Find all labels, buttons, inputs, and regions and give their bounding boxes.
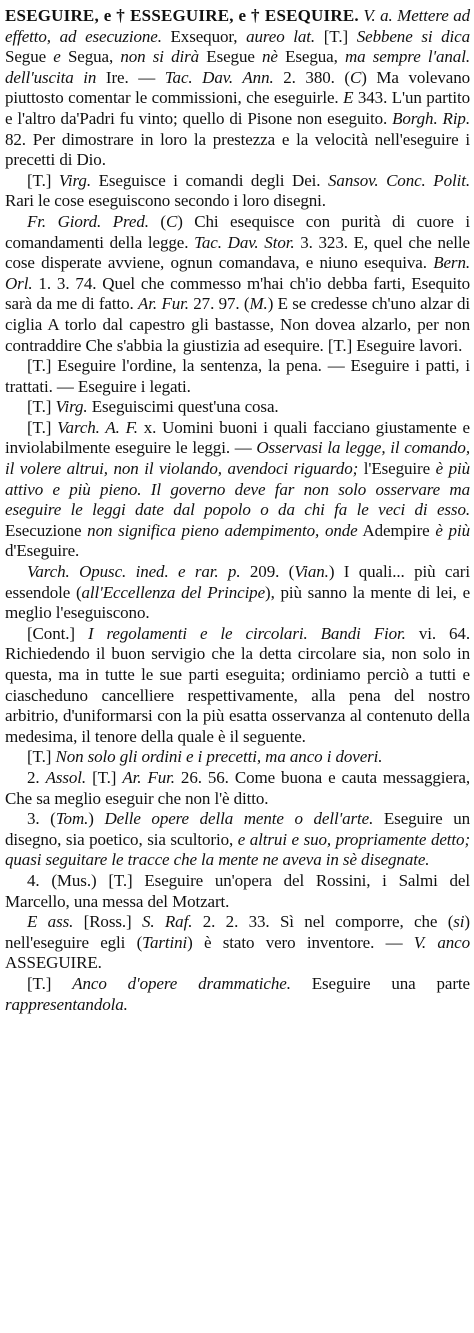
italic-segment: V. anco <box>413 932 470 952</box>
text-segment: [T.] <box>27 973 73 993</box>
entry-paragraph-p5 <box>5 397 470 418</box>
italic-segment: Fr. Giord. Pred. <box>27 211 149 231</box>
text-segment: 1. 3. 74. Quel che commesso m'hai ch'io debba farti, Esequito sarà da me di fatto. <box>5 273 470 314</box>
text-segment: Esecuzione <box>5 520 88 540</box>
text-segment: [T.] <box>27 397 56 417</box>
text-segment: 3. 323. E, quel che nelle cose disperate avviene, ognun comandava, e niuno esequiva. <box>5 232 470 273</box>
text-segment: ) <box>88 809 105 829</box>
entry-headword: ESEGUIRE, e † ESSEGUIRE, e † ESEQUIRE. <box>5 6 359 25</box>
text-segment: 2. 2. 33. Sì nel comporre, che ( <box>192 912 454 932</box>
text-segment: 3. ( <box>27 809 56 829</box>
italic-segment: Tac. Dav. Stor. <box>194 232 295 252</box>
text-segment: Segua, <box>60 47 121 67</box>
italic-segment: Varch. A. F. <box>57 417 138 437</box>
text-segment: Segue <box>5 47 54 67</box>
italic-segment: è più <box>435 520 470 540</box>
entry-paragraph-p10 <box>5 768 470 809</box>
italic-segment: Vian. <box>294 562 329 582</box>
italic-segment: Tac. Dav. Ann. <box>164 67 274 87</box>
dictionary-entry <box>5 6 470 1015</box>
italic-segment: E <box>343 88 354 108</box>
text-segment: [T.] Eseguire l'ordine, la sentenza, la pena. — Eseguire i patti, i trattati. — Eseguire i legati. <box>5 356 470 396</box>
italic-segment: ma sempre l'anal. dell'uscita in <box>5 47 470 87</box>
entry-paragraph-p4 <box>5 356 470 397</box>
text-segment: [T.] <box>27 170 59 190</box>
italic-segment: S. Raf. <box>141 912 193 932</box>
italic-segment: è più attivo e più pieno. Il governo deve far non solo osservare ma eseguire le leggi date dal popolo o da chi fa le veci di esso. <box>5 459 471 520</box>
italic-segment: e <box>53 47 61 67</box>
entry-paragraph-p2 <box>5 171 470 212</box>
italic-segment: aureo lat. <box>246 26 316 46</box>
text-segment: Eseguire una parte <box>290 973 470 993</box>
entry-part-of-speech: V. a. <box>363 6 393 25</box>
entry-first-paragraph <box>5 6 470 171</box>
text-segment: 2. 380. ( <box>273 67 350 87</box>
text-segment: 2. <box>27 767 46 787</box>
entry-paragraph-p6 <box>5 418 470 562</box>
text-segment: ) nell'eseguire egli ( <box>5 912 470 952</box>
italic-segment: Mettere ad effetto, ad esecuzione. <box>5 6 471 46</box>
entry-paragraph-p7 <box>5 562 470 624</box>
italic-segment: Ar. Fur. <box>122 767 175 787</box>
text-segment: 4. (Mus.) [T.] Eseguire un'opera del Rossini, i Salmi del Marcello, una messa del Motzart. <box>5 870 470 911</box>
italic-segment: Delle opere della mente o dell'arte. <box>104 809 374 829</box>
text-segment: [T.] <box>27 747 56 767</box>
italic-segment: non si dirà <box>120 47 200 67</box>
text-segment: 26. 56. Come buona e cauta messaggiera, Che sa meglio eseguir che non l'è ditto. <box>5 767 470 808</box>
italic-segment: rappresentandola. <box>5 994 128 1014</box>
italic-segment: Tom. <box>55 809 89 829</box>
text-segment: Eseguiscimi quest'una cosa. <box>87 397 279 417</box>
text-segment: Eseguisce i comandi degli Dei. <box>91 170 329 190</box>
italic-segment: I regolamenti e le circolari. Bandi Fior. <box>87 623 406 643</box>
italic-segment: Virg. <box>58 170 91 190</box>
italic-segment: nè <box>262 47 278 67</box>
italic-segment: Tartini <box>142 932 188 952</box>
italic-segment: Anco d'opere drammatiche. <box>72 973 291 993</box>
italic-segment: Assol. <box>45 767 87 787</box>
italic-segment: Varch. Opusc. ined. e rar. p. <box>27 562 241 582</box>
text-segment: ( <box>148 211 166 231</box>
text-segment: x. Uomini buoni i quali facciano giustamente e inviolabilmente eseguire le leggi. — <box>5 417 470 458</box>
entry-paragraph-p9 <box>5 747 470 768</box>
entry-paragraph-p11 <box>5 809 470 871</box>
italic-segment: e altrui e suo, propriamente detto; quasi seguitare le tracce che la mente ne aveva in sè disegnate. <box>5 829 471 870</box>
italic-segment: Sansov. Conc. Polit. <box>328 170 470 190</box>
text-segment: [T.] <box>27 417 58 437</box>
text-segment: [Cont.] <box>27 623 88 643</box>
italic-segment: non significa pieno adempimento, onde <box>87 520 358 540</box>
text-segment: 82. Per dimostrare in loro la prestezza e la velocità nell'eseguire i precetti di Dio. <box>5 129 470 170</box>
text-segment: Adempire <box>357 520 436 540</box>
text-segment: Ire. — <box>96 67 165 87</box>
italic-segment: Non solo gli ordini e i precetti, ma anco i doveri. <box>55 747 383 767</box>
italic-segment: C <box>165 211 178 231</box>
text-segment: ) E se credesse ch'uno alzar di ciglia A torlo dal capestro gli bastasse, Non dovea alzarlo, per non contraddire Che s'abbia la giustizia ad esequire. [T.] Eseguire lavori. <box>5 294 470 355</box>
italic-segment: Ar. Fur. <box>138 294 189 314</box>
italic-segment: Virg. <box>55 397 88 417</box>
text-segment: [T.] <box>315 26 357 46</box>
italic-segment: E ass. <box>27 912 74 932</box>
text-segment: Esegue <box>199 47 263 67</box>
text-segment: ), più sanno la mente di lei, e meglio l'eseguiscono. <box>5 582 471 623</box>
text-segment: ASSEGUIRE. <box>5 953 102 973</box>
text-segment: l'Eseguire <box>358 459 436 479</box>
text-segment: vi. 64. Richiedendo il buon servigio che la detta circolare sia, non solo in questa, ma in tutte le sue parti eseguita; ordiniamo perciò a tutti e ciascheduno cancelliere respettivamente, alla pena del nostro arbitrio, d'uniformarsi con la più esatta osservanza al contenuto della medesima, il tenore della quale è il seguente. <box>5 623 470 746</box>
text-segment: ) I quali... più cari essendole ( <box>5 562 470 602</box>
text-segment: ) è stato vero inventore. — <box>187 932 414 952</box>
text-segment: ) Chi esequisce con purità di cuore i comandamenti della legge. <box>5 211 470 252</box>
text-segment: d'Eseguire. <box>5 541 80 561</box>
text-segment: 343. L'un partito e l'altro da'Padri fu vinto; quello di Pisone non eseguito. <box>5 88 470 128</box>
entry-paragraph-p3 <box>5 212 470 356</box>
text-segment: Esegua, <box>277 47 345 67</box>
text-segment: 209. ( <box>240 562 295 582</box>
entry-paragraph-p8 <box>5 624 470 748</box>
italic-segment: C <box>349 67 362 87</box>
text-segment: [T.] <box>86 767 123 787</box>
entry-paragraph-p13 <box>5 912 470 974</box>
text-segment: Rari le cose eseguiscono secondo i loro disegni. <box>5 191 326 211</box>
italic-segment: Osservasi la legge, il comando, il volere altrui, non il violando, avendoci riguardo; <box>5 438 470 479</box>
text-segment: 27. 97. ( <box>188 294 250 314</box>
italic-segment: si <box>453 912 465 932</box>
entry-paragraph-p14 <box>5 974 470 1015</box>
text-segment: ) Ma volevano piuttosto comentar le commissioni, che eseguirle. <box>5 67 470 108</box>
text-segment: Exsequor, <box>161 26 247 46</box>
italic-segment: all'Eccellenza del Principe <box>81 582 266 602</box>
text-segment: Eseguire un disegno, sia poetico, sia scultorio, <box>5 809 470 849</box>
entry-paragraph-p12 <box>5 871 470 912</box>
italic-segment: M. <box>249 294 268 314</box>
italic-segment: Borgh. Rip. <box>392 108 470 128</box>
italic-segment: Sebbene si dica <box>356 26 470 46</box>
text-segment: [Ross.] <box>73 912 142 932</box>
italic-segment: Bern. Orl. <box>5 253 470 293</box>
